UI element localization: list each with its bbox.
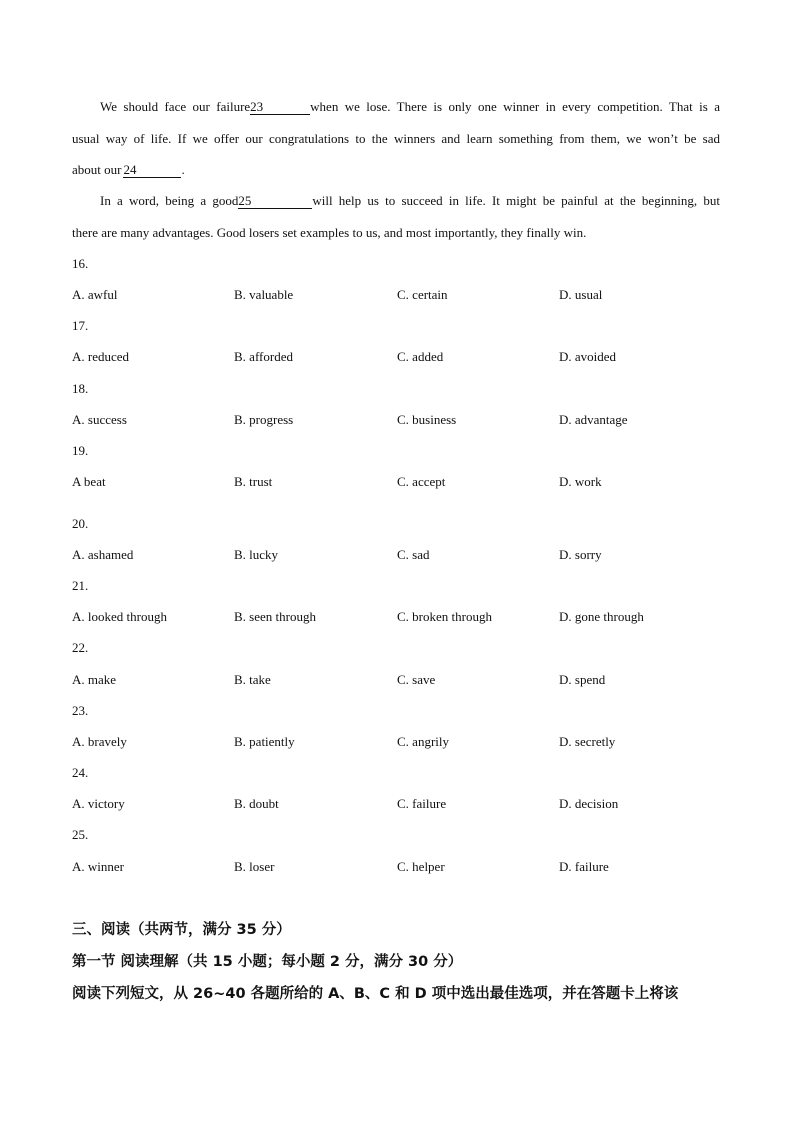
question-number: 21. — [72, 578, 89, 593]
passage-text: about our — [72, 162, 122, 177]
question-number: 24. — [72, 765, 89, 780]
option-c[interactable]: C. failure — [397, 796, 447, 811]
option-a[interactable]: A. success — [72, 412, 127, 427]
passage-paragraph-1 — [72, 91, 720, 186]
option-d[interactable]: D. secretly — [559, 734, 616, 749]
option-c[interactable]: C. business — [397, 412, 457, 427]
option-a[interactable]: A. bravely — [72, 734, 127, 749]
passage-text: In a word, being a good — [100, 193, 239, 208]
option-a[interactable]: A. reduced — [72, 349, 130, 364]
option-a[interactable]: A. victory — [72, 796, 125, 811]
option-a[interactable]: A. awful — [72, 287, 118, 302]
passage-line — [72, 185, 720, 217]
option-a[interactable]: A. ashamed — [72, 547, 134, 562]
option-b[interactable]: B. trust — [234, 474, 273, 489]
option-b[interactable]: B. valuable — [234, 287, 294, 302]
passage-line: there are many advantages. Good losers set examples to us, and most importantly, they finally win. — [72, 224, 587, 240]
option-row — [72, 796, 722, 812]
option-d[interactable]: D. sorry — [559, 547, 602, 562]
option-row — [72, 349, 722, 365]
option-d[interactable]: D. spend — [559, 672, 606, 687]
option-row — [72, 412, 722, 428]
option-row — [72, 474, 722, 490]
question-number: 17. — [72, 318, 89, 333]
section-title: 三、阅读（共两节，满分 35 分） — [72, 922, 291, 938]
option-b[interactable]: B. lucky — [234, 547, 279, 562]
option-d[interactable]: D. decision — [559, 796, 619, 811]
option-a[interactable]: A beat — [72, 474, 106, 489]
option-row — [72, 287, 722, 303]
question-number: 25. — [72, 827, 89, 842]
option-d[interactable]: D. failure — [559, 859, 609, 874]
section-subtitle: 第一节 阅读理解（共 15 小题；每小题 2 分，满分 30 分） — [72, 954, 463, 970]
question-number: 23. — [72, 703, 89, 718]
option-b[interactable]: B. take — [234, 672, 271, 687]
option-c[interactable]: C. save — [397, 672, 436, 687]
option-c[interactable]: C. sad — [397, 547, 430, 562]
option-c[interactable]: C. certain — [397, 287, 448, 302]
option-b[interactable]: B. seen through — [234, 609, 316, 624]
option-a[interactable]: A. looked through — [72, 609, 167, 624]
question-number: 22. — [72, 640, 89, 655]
option-row — [72, 672, 722, 688]
passage-text: will help us to succeed in life. It might be painful at the beginning, but — [312, 193, 721, 208]
option-row — [72, 609, 722, 625]
answer-blank: 25 — [238, 194, 312, 209]
question-number: 19. — [72, 443, 89, 458]
option-row — [72, 547, 722, 563]
question-number: 16. — [72, 256, 89, 271]
answer-blank: 23 — [250, 100, 310, 115]
passage-paragraph-2 — [72, 185, 720, 248]
option-b[interactable]: B. doubt — [234, 796, 279, 811]
option-c[interactable]: C. added — [397, 349, 444, 364]
option-d[interactable]: D. gone through — [559, 609, 644, 624]
option-b[interactable]: B. patiently — [234, 734, 295, 749]
option-c[interactable]: C. accept — [397, 474, 446, 489]
option-d[interactable]: D. advantage — [559, 412, 628, 427]
passage-text: We should face our failure — [100, 99, 251, 114]
option-c[interactable]: C. helper — [397, 859, 445, 874]
option-a[interactable]: A. winner — [72, 859, 124, 874]
option-d[interactable]: D. avoided — [559, 349, 617, 364]
option-a[interactable]: A. make — [72, 672, 117, 687]
option-c[interactable]: C. angrily — [397, 734, 449, 749]
option-c[interactable]: C. broken through — [397, 609, 492, 624]
answer-blank: 24 — [123, 163, 181, 178]
section-instruction: 阅读下列短文，从 26~40 各题所给的 A、B、C 和 D 项中选出最佳选项，并在答题卡上将该 — [72, 986, 679, 1002]
question-number: 20. — [72, 516, 89, 531]
option-d[interactable]: D. usual — [559, 287, 603, 302]
option-row — [72, 734, 722, 750]
passage-text: . — [181, 162, 185, 177]
passage-line: usual way of life. If we offer our congratulations to the winners and learn something from them, we won’t be sad — [72, 130, 720, 146]
option-d[interactable]: D. work — [559, 474, 602, 489]
option-b[interactable]: B. loser — [234, 859, 275, 874]
question-number: 18. — [72, 381, 89, 396]
passage-text: when we lose. There is only one winner in every competition. That is a — [310, 99, 720, 114]
option-b[interactable]: B. afforded — [234, 349, 293, 364]
option-row — [72, 859, 722, 875]
passage-line — [72, 91, 720, 123]
option-b[interactable]: B. progress — [234, 412, 294, 427]
passage-line — [72, 154, 720, 186]
